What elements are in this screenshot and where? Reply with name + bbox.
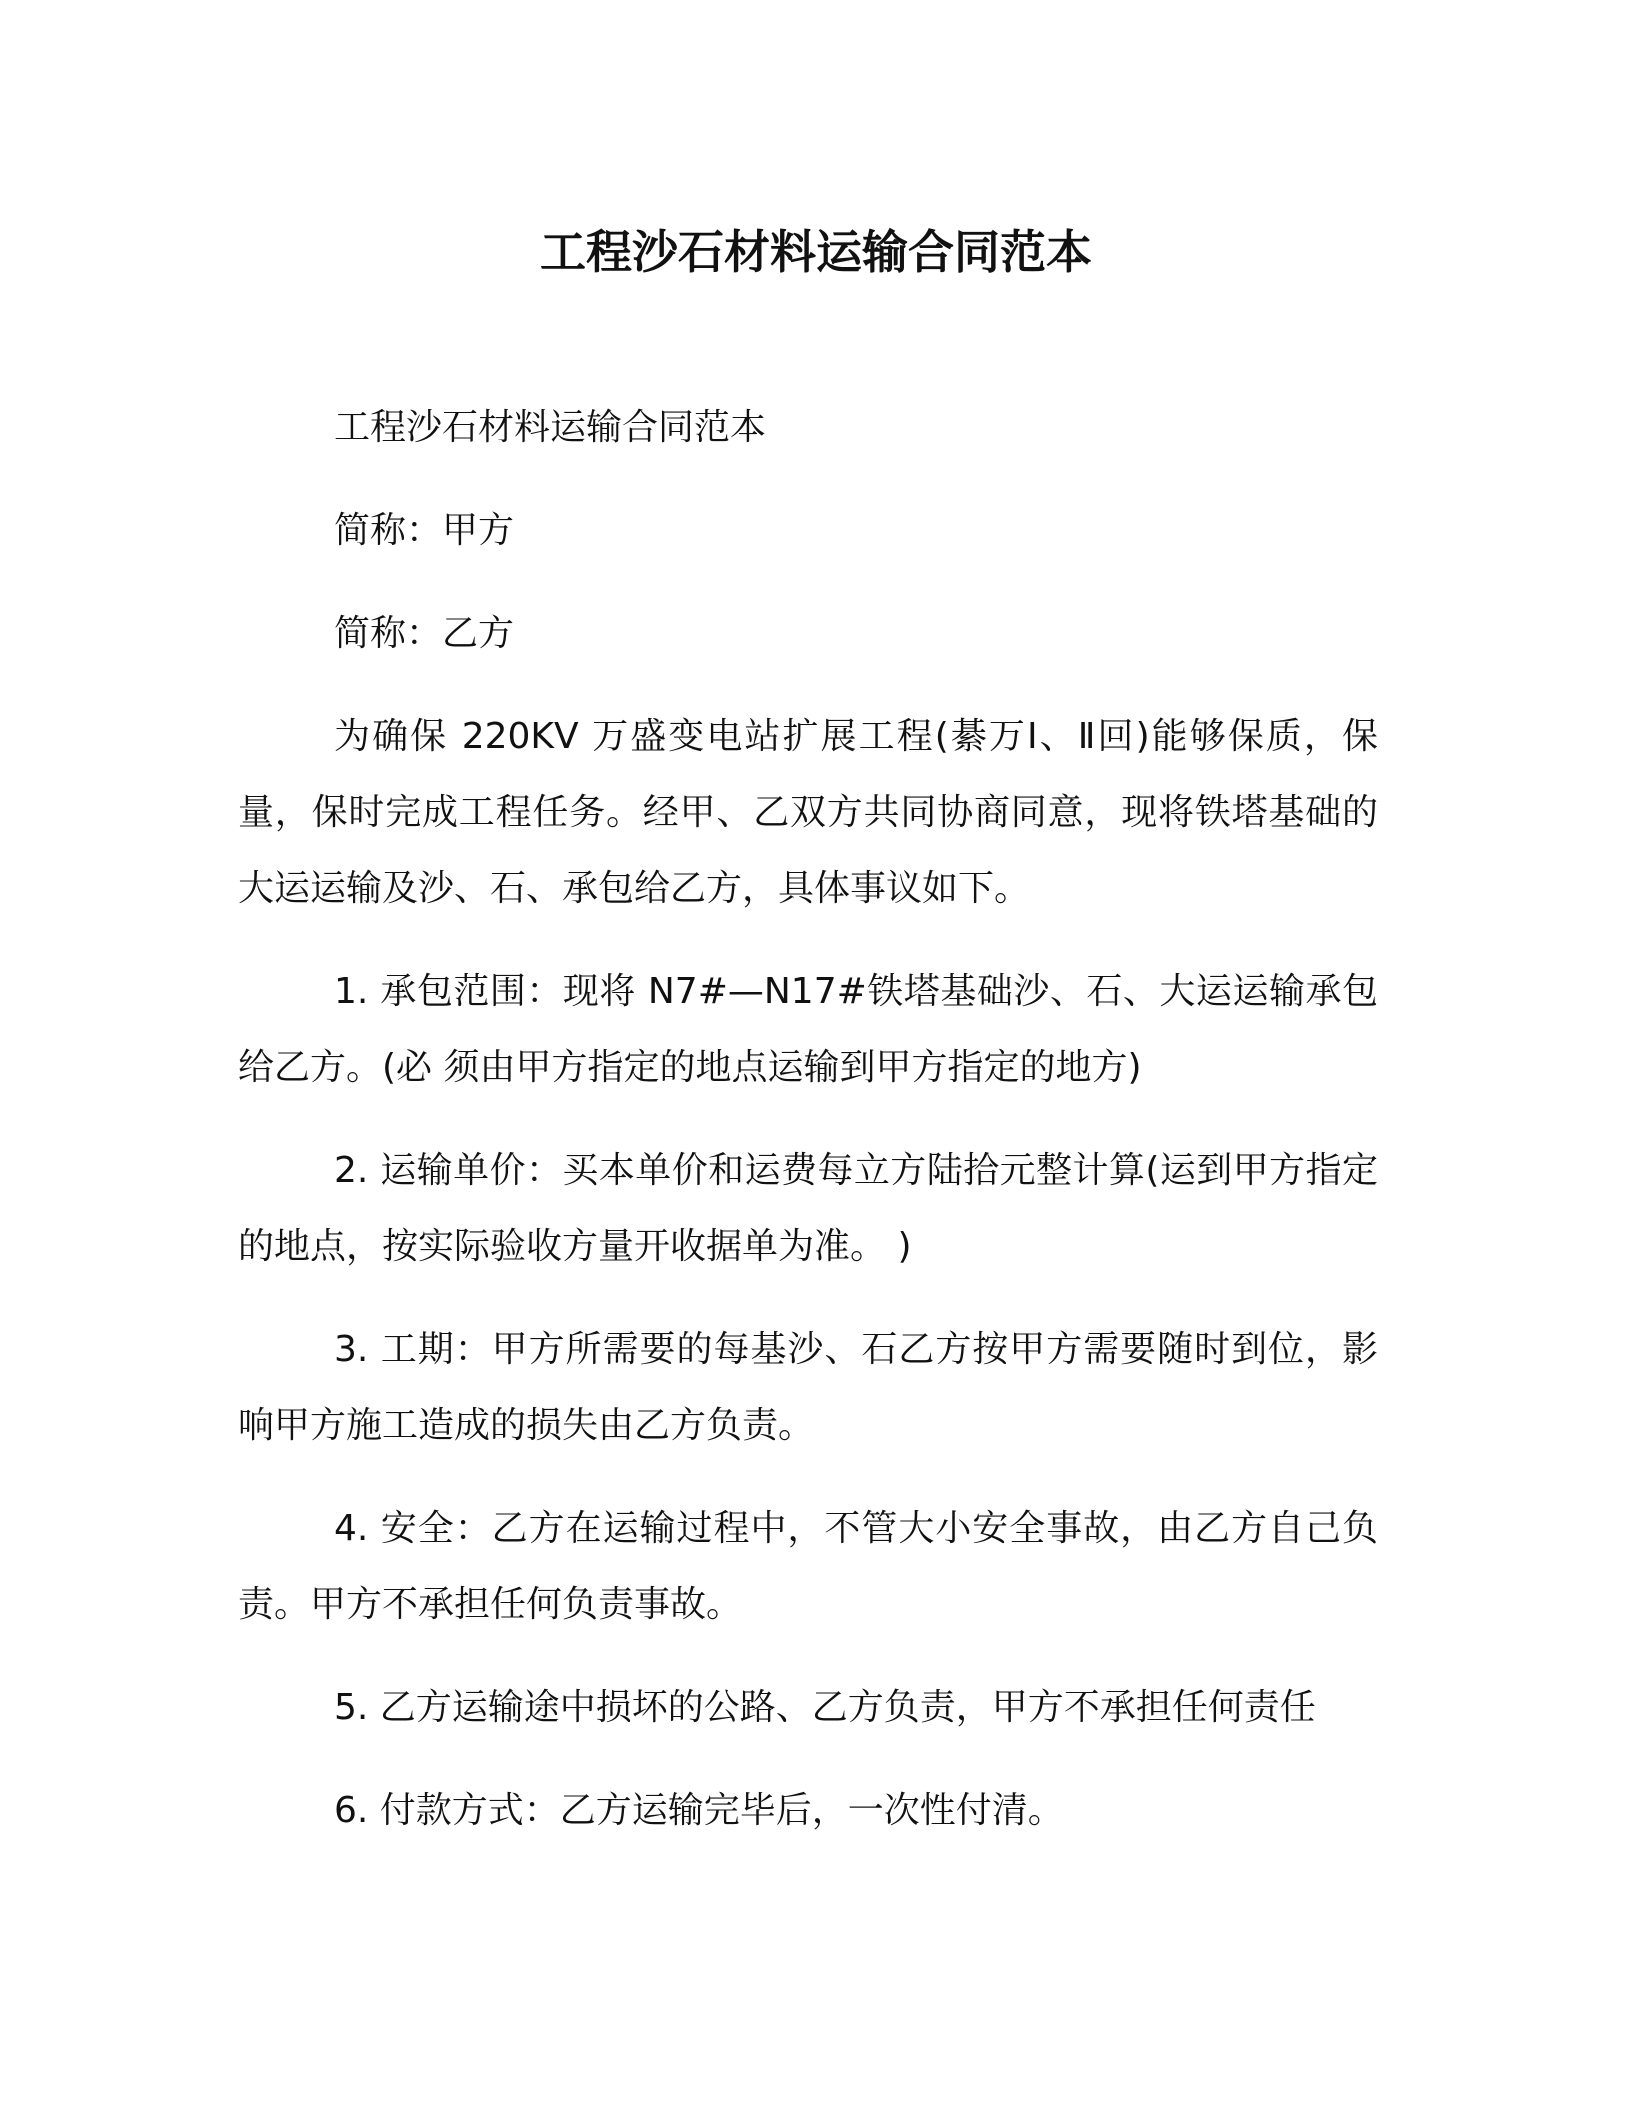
clause-unit-price: 2. 运输单价：买本单价和运费每立方陆拾元整计算(运到甲方指定的地点，按实际验收方量开收据单为准。 ) xyxy=(238,1150,1378,1267)
paragraph-heading: 工程沙石材料运输合同范本 xyxy=(334,407,767,448)
clause-payment: 6. 付款方式：乙方运输完毕后，一次性付清。 xyxy=(334,1790,1064,1831)
paragraph-intro: 为确保 220KV 万盛变电站扩展工程(綦万Ⅰ、Ⅱ回)能够保质，保量，保时完成工程任务。经甲、乙双方共同协商同意，现将铁塔基础的大运运输及沙、石、承包给乙方，具体事议如下。 xyxy=(238,716,1378,909)
document-title: 工程沙石材料运输合同范本 xyxy=(540,225,1092,279)
document-body xyxy=(238,390,1378,1876)
clause-scope: 1. 承包范围：现将 N7#—N17#铁塔基础沙、石、大运运输承包给乙方。(必 须由甲方指定的地点运输到甲方指定的地方) xyxy=(238,971,1378,1088)
clause-safety: 4. 安全：乙方在运输过程中，不管大小安全事故，由乙方自己负责。甲方不承担任何负责事故。 xyxy=(238,1508,1378,1625)
paragraph-party-b: 简称：乙方 xyxy=(334,613,515,654)
paragraph-party-a: 简称：甲方 xyxy=(334,510,515,551)
clause-schedule: 3. 工期：甲方所需要的每基沙、石乙方按甲方需要随时到位，影响甲方施工造成的损失由乙方负责。 xyxy=(238,1329,1378,1446)
clause-road-damage: 5. 乙方运输途中损坏的公路、乙方负责，甲方不承担任何责任 xyxy=(334,1687,1316,1728)
